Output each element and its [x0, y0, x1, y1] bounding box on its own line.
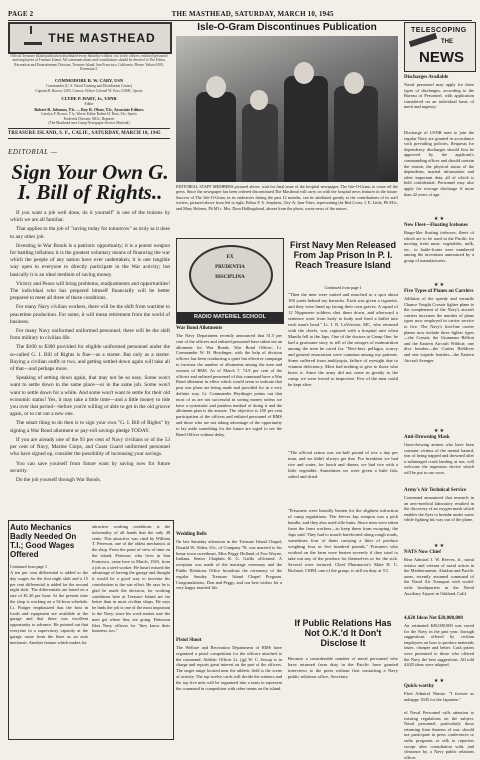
war-bond-text: The Navy Department recently announced that 51.5 per cent of the officers and enlisted personnel have taken out an allotment for War Bonds. War Bond Officer, Lt. Commander W. H. Heydinger, with the help of division officers has been conducting a quiet but effective campaign to increase the number of allotments among the men and women of RMS. As of March 7, 74.9 per cent of the officers and enlisted personnel of this command have a War Bond allotment in effect which would seem to indicate that post war plans are being made and provided for in a very definite way. Lt. Commander Heydinger points out that most of us are not successful in saving money unless we have a systematic and painless method of doing it and the allotment plan is the answer. The objective is 100 per cent participation of the officers and enlisted personnel of RMS and those who are not taking advantage of the opportunity to lay aside something for the future are urged to see the Bond Officer without delay.: [176, 333, 282, 437]
star-divider: ★ ★: [433, 544, 445, 549]
news-section-head: Anti-Drowning Mask: [404, 435, 450, 440]
news-section-text: Barge-like floating iceboxes, fleets of which are to be used in the Pacific for moving fresh meat, vegetables, milk, etc., to battle-fronts were numbered among the inventions announced by a group of manufacturers.: [404, 230, 474, 263]
news-section-text: Naval personnel may apply for three types of discharges, according to the Bureau of Personnel, with application considered on an individual basis of merit and urgency.: [404, 82, 474, 110]
service-note: (The Masthead uses Camp Newspaper Service Material): [48, 121, 130, 125]
photo-credit: Frederick Drissner, SK3c, Reporter: [63, 117, 115, 121]
public-relations-text: Because a considerable number of naval personnel who have returned from duty in the Pacific have granted interviews to the press without first contacting a Navy public relations office, Secretary: [288, 656, 398, 679]
star-divider: ★ ★: [433, 283, 445, 288]
person-2: [242, 104, 278, 182]
commodore-role: Commander (U. S. Naval Training and Distribution Center): [46, 84, 132, 88]
person-1: [196, 92, 236, 182]
officers-line: Captain H. Brown, USN, Convoy Officer Colonel W. Foss, USMC, Sports: [35, 89, 143, 93]
war-bond-head: War Bond Allotments: [176, 326, 223, 331]
emblem-line-2: PRUDENTIA: [215, 265, 245, 270]
editorial-paragraph: The smart thing to do then is to sign your own "G. I. Bill of Rights" by signing a War Bond allotment or pay-roll savings pledge TODAY.: [10, 420, 170, 434]
first-navy-text-3: "Prisoners were brutally beaten for the slightest infraction of camp regulations. The Jeeves Jap weapon was a pick handle, and they also used rifle butts. Since men were taken from the farm workers—to keep them from escaping, the Japs said. They had to march barefooted along rough roads, sometimes four of them carrying a litter of produce weighing four or five hundred pounds." Prisoners who worked on the farm were beaten severely if they tried to take out any of the produce for themselves or for the sick. Several were tortured. Chief Pharmacist's Mate H. C. Richard, CMM, one of the group, is still on duty at T.I.: [288, 508, 398, 573]
telescope-icon: [409, 33, 437, 47]
editorial-paragraph: Speaking of setting down again, that may not be so easy. Some won't want to settle down in the same place—or in the same job. Some won't want to settle down for a while. And some won't want to settle for their old economic status! Yes, it may take a little time—and a little money to tide you over that period—before you're willing or able to get in the old groove again, or to cut out a new one.: [10, 375, 170, 418]
editor-role: Editor: [84, 102, 94, 106]
first-navy-text: "Then the men were united and marched to a spot about 100 yards behind my barracks. Each was given a cigarette, and they were lined up facing their own graves. A squad of 12 Nipponese soldiers shot them down, and afterward a sentence went from body to body and fired a bullet into each man's head." Lt. I. N. LaVoissier, MC, who returned with the chiefs, was captured with a hospital unit when Manila fell to the Japs. One of the doctors at Camp One, he had a gruesome story to tell of the ravages of malnutrition among the men he cared for. "Beri-beri, pellagra, scurvy and general emaciation were common among my patients. Some suffered from amblyopia, failure of eyesight due to vitamin deficiency. Most had nothing to give to those who knew it. Since the army did not come in greatly to the camp, we were forced to improvise. Few of the men could be kept alive.: [288, 292, 398, 387]
first-navy-headline: First Navy Men Released From Jap Prison In P. I. Reach Treasure Island: [289, 240, 397, 270]
editorial-paragraph: Do the job yourself through War Bonds.: [16, 476, 101, 483]
auto-continued: Continued from page 1: [10, 564, 47, 569]
ship-icon: [24, 32, 42, 45]
news-section-text: Addition of the speedy and versatile Chance Vought Corsair fighter plane to the complement of the Navy's aircraft carriers increases the number of plane types now employed in carrier service to five. The Navy's first-line carrier planes now include three fighter types—the Corsair, the Grumman Hellcat and the Eastern Aircraft Wildcat; one dive bomber—the Curtiss Helldiver and one torpedo bomber—the Eastern Aircraft Avenger.: [404, 296, 474, 363]
staff-blurb: Official Treasure Island publication distributed every Saturday without cost to the officers, enlisted personnel and employees of Treasure Island. All communications and contributions should be directed to The Editor, Recreation and Entertainment Division, Treasure Island, San Francisco, California. Phone: Yukon 6100, Extension 2.: [10, 54, 168, 72]
associate-editors: Robert R. Johnson, Y3c — Roy R. Olsen, Y2c, Associate Editors: [34, 107, 144, 112]
news-section-head: 4,620 Ideas Net $20,000,000: [404, 616, 463, 621]
news-section-text: An estimated $20,000,000 was saved for the Navy in the past year, through suggestions offered by civilian employees on how to produce materials faster, cheaper and better. Cash prizes were presented to those who offered the Navy the best suggestions. All told 4,620 ideas were adopted.: [404, 623, 474, 668]
person-3: [284, 76, 328, 182]
news-section-text: of Naval Personnel calls attention to existing regulations on the subject. Naval personnel, particularly those returning from theatres of war, should not participate in press conferences or radio programs or talk to reporters except after consultation with, and clearance by, a Navy public relations officer.: [404, 710, 474, 760]
editorial-paragraph: For many Navy civilian workers, there will be the shift from wartime to peacetime production. For some, it will mean retirement from the world of business.: [10, 304, 170, 325]
face-2: [250, 90, 268, 110]
paper-date: THE MASTHEAD, SATURDAY, MARCH 10, 1945: [171, 10, 334, 18]
news-section-head: Quick-worthy: [404, 684, 434, 689]
emblem-line-1: EX: [226, 255, 234, 260]
editorial-paragraph: You can save yourself from future want by saving now for future security.: [10, 460, 170, 474]
person-4: [334, 86, 378, 182]
public-relations-headline: If Public Relations Has Not O.K.'d It Don't Disclose It: [294, 618, 392, 648]
first-navy-text-2: "The official ration was six-half pound of rice a day per man, and we didn't always get that. For breakfast we had rice and water, for lunch and dinner, we had rice with a little vegetable. Sometimes we were given a little fish, salted and dried.: [288, 450, 398, 479]
news-section-head: Five Types of Planes on Carriers: [404, 289, 474, 294]
news-section-text: Command announced that research in an aero-medical laboratory resulted in the discovery of an oxygen mask which enables the flyer to breathe under water while fighting his way out of the plane.: [404, 495, 474, 523]
editorial-paragraph: If you want a job well done, do it yourself" is one of the truisms by which we are all familiar.: [10, 210, 170, 224]
news-section-text: Gum-chewing airmen who have been constant victims of the mental hazard, fear of being trapped and drowned after a submerged crash landing at sea, will welcome the ingenious device which will be put to use soon.: [404, 442, 474, 475]
editorial-body: [10, 210, 170, 516]
wedding-head: Wedding Bells: [176, 532, 207, 537]
editorial-label: EDITORIAL —: [8, 148, 58, 156]
emblem-line-3: DISCIPLINA: [215, 275, 245, 280]
news-section-head: New Fleet—Floating Icebones: [404, 223, 468, 228]
news-section-head: NATS Now Chief: [404, 550, 441, 555]
editorial-paragraph: Investing in War Bonds is a patriotic opportunity; it is a potent weapon for battling inflation; it is the greatest voluntary means of financing the war which the people of any nation have ever undertaken; it is one tangible way open to everyone to directly participate in the War activity; but basically it is an ideal medium of saving money.: [10, 242, 170, 278]
star-divider: ★ ★: [433, 679, 445, 684]
telescoping-logo: [404, 22, 476, 72]
isle-o-gram-headline: Isle-O-Gram Discontinues Publication: [197, 22, 377, 33]
pistol-head: Pistol Shoot: [176, 638, 202, 643]
face-4: [344, 72, 364, 94]
editorial-paragraph: If you are already one of the 93 per cent of Navy civilians or of the 53 per cent of Navy, Marine Corps, and Coast Guard uniformed personnel who have signed up, consider the possibility of increasing your savings.: [10, 436, 170, 458]
editorial-paragraph: Victory and Peace will bring problems, readjustments and opportunities! The individual who has prepared himself financially will be better prepared to meet all three of these conditions.: [10, 280, 170, 302]
news-section-text: Rear Admiral J. W. Reeves, Jr., naval aviator and veteran of naval action in the Mediterranean, Alaskan and Pacific areas, recently assumed command of the Naval Air Transport with world-wide headquarters in the Naval Auxiliary Airport in Oakland, Calif.: [404, 557, 474, 596]
page-number: PAGE 2: [8, 10, 34, 18]
staff-photo: [176, 36, 398, 182]
commodore: COMMODORE R. W. CARY, USN: [54, 78, 124, 83]
auto-text-continued: attractive working conditions is the informality of all hands that the only 48 cents. This attractive was cited by William T. Peterson, one of the oldest mechanics at the shop. From the point of view of time on the island, Peterson, who lives in San Francisco, came here in March, 1943, from a job as a steel worker. He hasn't missed the advantage of having the garage and thought it would be a good way to increase his contribution to the war effort. He says he is glad he made the decision, for working conditions here at Treasure Island are far better than in most civilian shops. He says he finds the job is one of the most important to the Navy, since his work makes sure the men get where they are going. Petterson likes Navy officers for "they know their business, too.": [92, 524, 170, 634]
photo-caption: EDITORIAL STAFF MEMBERS pictured above, wait for final issue of the hospital newspaper, The Isle-O-Gram, to come off the press. Since the newspaper has been ordered discontinued The Masthead will carry on with the hospital news features in the future. Success of The Isle-O-Gram, in its endeavors during the past 12 months, can be attributed greatly to the contributions of its staff writers, pictured above from left to right, Editor P. A. Stephens, Chy-A; Jane Yates, representing the Red Cross; J. E. Little, Ph M1c, and Mary Holmes, Ph M1c. Mrs. Dora Hollingshead, absent from the photo, wrote news of the nurses.: [176, 184, 398, 211]
face-1: [206, 76, 226, 98]
dateline: TREASURE ISLAND, S. F., CALIF., SATURDAY, MARCH 10, 1945: [8, 128, 170, 139]
news-section-head: Discharges Available: [404, 75, 449, 80]
editors-line: Carolyn F. Brown, Y1c, Waves Editor Robert H. Ross, S1c, Sports: [41, 112, 137, 116]
masthead-logo: [8, 22, 172, 54]
news-word: NEWS: [419, 49, 464, 66]
news-section-head: Army's Air Technical Service: [404, 488, 467, 493]
news-section-text: Discharge of USNR men to join the regular Navy are granted in accordance with prevailing policies. Requests for dependency discharges should first be approved by the applicant's commanding officer and should contain the reason, the physical status of the dependents, marital information and other important data, all of which is held confidential. Personnel may also apply for overage discharge if more than 42 years of age.: [404, 130, 474, 197]
masthead-title: THE MASTHEAD: [48, 31, 156, 45]
editor-name: CLYDE P. HART, Jr., USNR: [61, 96, 117, 101]
wedding-text: On last Saturday afternoon in the Treasure Island Chapel, Donald W. Alden, S1c, of Company 78, was married to his home town sweetheart, Miss Peggy Holland of Fort Wayne, Indiana. Senior Chaplain R. G. Gaillo officiated. A reception was made of the marriage ceremony and the Public Relations Office broadcast the ceremony of the regular Sunday Treasure Island Chapel Program. Congratulations, Don and Peggy, and our best wishes for a very happy married life.: [176, 539, 282, 591]
editorial-paragraph: The $100 to $300 provided for eligible uniformed personnel under the so-called G. I. Bill of Rights is fine—as a starter. But only as a starter. Buying a civilian outfit or two, and getting settled down again will take all of that—and perhaps more.: [10, 344, 170, 373]
telescoping-word: TELESCOPING: [411, 27, 467, 34]
news-section-text: Fleet Admiral Nimitz: "I foresee as unhappy 1945 for the Japanese.": [404, 691, 474, 702]
star-divider: ★ ★: [433, 217, 445, 222]
first-navy-continued: Continued from page 1: [324, 285, 362, 290]
emblem-band: RADIO MATERIEL SCHOOL: [177, 312, 283, 323]
auto-text: A ten per cent differential is added to the day wages for the first night shift and a 15 per cent differential is added for the second night shift. The differentials are based on a rate of $1.20 per hour. At the present time the shop is working on a 54-hour schedule. Lt. Fittiger emphasized that the heat in foods and equipment are available at the garage and that there was excellent opportunity to advance. He pointed out that everyone in a supervisory capacity at the garage came from the lines as an auto mechanic. Another feature which makes for: [10, 570, 88, 645]
the-word: THE: [441, 39, 453, 45]
star-divider: ★ ★: [433, 429, 445, 434]
auto-headline: Auto Mechanics Badly Needed On T.I.; Good Wages Offered: [10, 523, 77, 559]
editorial-paragraph: That applies to the job of "saving today for tomorrow" as truly as it does to any other job.: [10, 226, 170, 240]
running-header: [8, 10, 472, 21]
editorial-headline: Sign Your Own G. I. Bill of Rights..: [11, 160, 169, 204]
face-3: [294, 62, 314, 84]
rms-emblem: [176, 238, 284, 324]
editorial-paragraph: For many Navy uniformed uniformed personnel, there will be the shift from military to civilian life.: [10, 328, 170, 342]
pistol-text: The Welfare and Recreation Department of RMS have organized a pistol competition for the officers attached to the command. Athletic Officer Lt. (jg) W. C. Jessop is in charge and reports great interest on the part of the officers. The target range located near the athletic field is the scene of activity. The top twelve cards will decide the winners and the top five men will be organized into a team to represent the command in competition with other teams on the island.: [176, 645, 282, 691]
